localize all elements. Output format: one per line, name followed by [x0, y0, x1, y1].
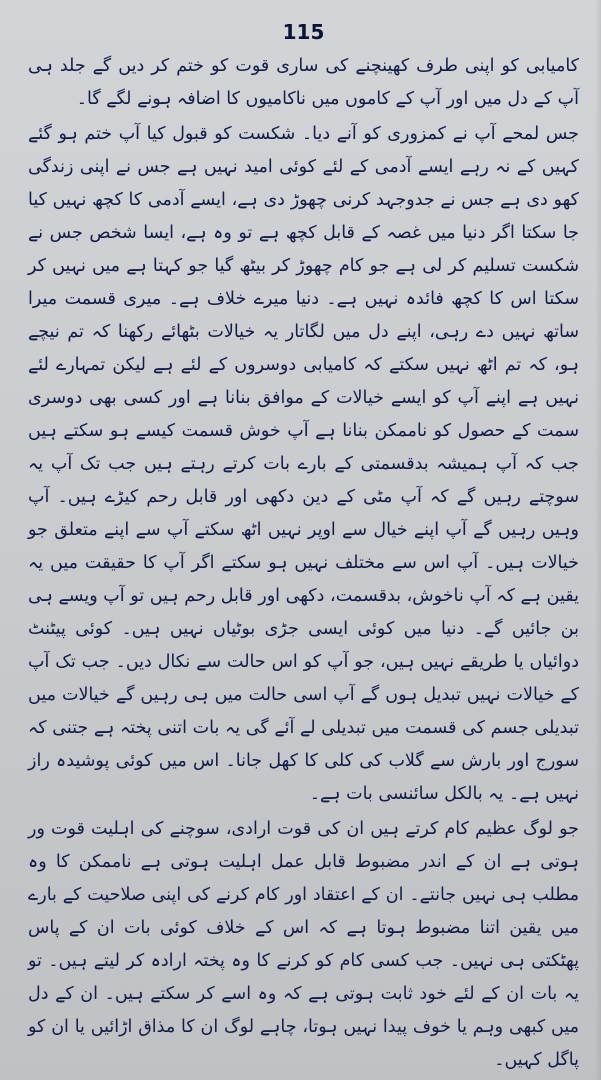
- paragraph-2: جس لمحے آپ نے کمزوری کو آنے دیا۔ شکست کو قبول کیا آپ ختم ہو گئے کہیں کے نہ رہے ایسے آدمی کے لئے کوئی امید نہیں ہے جس نے اپنی زندگی کھو دی ہے جس نے جدوجہد کرنی چھوڑ دی ہے، ایسے آدمی کا کچھ نہیں کیا جا سکتا اگر دنیا میں غصہ کے قابل کچھ ہے تو وہ ہے، ایسا شخص جس نے شکست تسلیم کر لی ہے جو کام چھوڑ کر بیٹھ گیا جو کہتا ہے میں نہیں کر سکتا اس کا کچھ فائدہ نہیں ہے۔ دنیا میرے خلاف ہے۔ میری قسمت میرا ساتھ نہیں دے رہی، اپنے دل میں لگاتار یہ خیالات بٹھائے رکھنا کہ تم نیچے ہو، کہ تم اٹھ نہیں سکتے کہ کامیابی دوسروں کے لئے ہے لیکن تمہارے لئے نہیں ہے اپنے آپ کو ایسے خیالات کے موافق بنانا ہے اور کسی بھی دوسری سمت کے حصول کو ناممکن بنانا ہے آپ خوش قسمت کیسے ہو سکتے ہیں جب کہ آپ ہمیشہ بدقسمتی کے بارے بات کرتے رہتے ہیں جب تک آپ یہ سوچتے رہیں گے کہ آپ مٹی کے دین دکھی اور قابل رحم کیڑے ہیں۔ آپ وہیں رہیں گے آپ اپنے خیال سے اوپر نہیں اٹھ سکتے آپ سے اپنے متعلق جو خیالات ہیں۔ آپ اس سے مختلف نہیں ہو سکتے اگر آپ کا حقیقت میں یہ یقین ہے کہ آپ ناخوش، بدقسمت، دکھی اور قابل رحم ہیں تو آپ ویسے ہی بن جائیں گے۔ دنیا میں کوئی ایسی جڑی بوٹیاں نہیں ہیں۔ کوئی پیٹنٹ دوائیاں یا طریقے نہیں ہیں، جو آپ کو اس حالت سے نکال دیں۔ جب تک آپ کے خیالات نہیں تبدیل ہوں گے آپ اسی حالت میں ہی رہیں گے خیالات میں تبدیلی جسم کی قسمت میں تبدیلی لے آئے گی یہ بات اتنی پختہ ہے جتنی کہ سورج اور بارش سے گلاب کی کلی کا کھل جانا۔ اس میں کوئی پوشیدہ راز نہیں ہے۔ یہ بالکل سائنسی بات ہے۔: [28, 124, 579, 804]
- paragraph-1: کامیابی کو اپنی طرف کھینچنے کی ساری قوت کو ختم کر دیں گے جلد ہی آپ کے دل میں اور آپ کے کاموں میں ناکامیوں کا اضافہ ہونے لگے گا۔: [28, 56, 579, 109]
- page-number: 115: [282, 20, 325, 44]
- page-edge-shadow: [595, 0, 601, 1080]
- paragraph-3: جو لوگ عظیم کام کرتے ہیں ان کی قوت ارادی، سوچنے کی اہلیت قوت ور ہوتی ہے ان کے اندر مضبوط قابل عمل اہلیت ہوتی ہے ناممکن کا وہ مطلب ہی نہیں جانتے۔ ان کے اعتقاد اور کام کرنے کی اپنی صلاحیت کے بارے میں یقین اتنا مضبوط ہوتا ہے کہ اس کے خلاف کوئی بات ان کے پاس پھٹکتی ہی نہیں۔ جب کسی کام کو کرنے کا وہ پختہ ارادہ کر لیتے ہیں۔ تو یہ بات ان کے لئے خود ثابت ہوتی ہے کہ وہ اسے کر سکتے ہیں۔ ان کے دل میں کبھی وہم یا خوف پیدا نہیں ہوتا، چاہے لوگ ان کا مذاق اڑائیں یا ان کو پاگل کہیں۔: [28, 819, 579, 1070]
